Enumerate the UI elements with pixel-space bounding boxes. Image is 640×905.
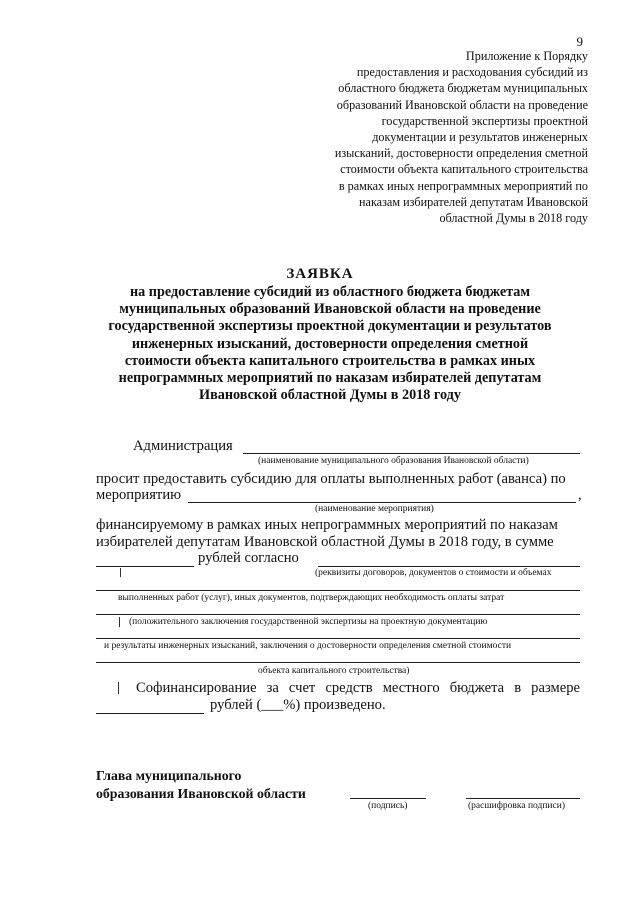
signatory-line: Глава муниципального xyxy=(96,768,242,783)
event-comma: , xyxy=(578,487,582,503)
subtitle-line: непрограммных мероприятий по наказам избирателей депутатам xyxy=(118,370,542,387)
documents-field[interactable] xyxy=(96,590,580,591)
event-label: мероприятию xyxy=(96,487,182,503)
subtitle-line: стоимости объекта капитального строительства в рамках иных xyxy=(124,352,536,369)
cofinancing-text: Софинансирование за счет средств местного бюджета в размере xyxy=(136,680,580,696)
subtitle-line: Ивановской областной Думы в 2018 году xyxy=(199,387,461,404)
subtitle-line: муниципальных образований Ивановской области на проведение xyxy=(119,301,541,318)
financed-text-line1: финансируемому в рамках иных непрограммных мероприятий по наказам xyxy=(96,517,558,533)
survey-results-field[interactable] xyxy=(96,638,580,639)
municipality-field[interactable] xyxy=(243,453,580,454)
contract-details-field[interactable] xyxy=(318,566,580,567)
scan-mark xyxy=(120,568,121,577)
appendix-line: предоставления и расходования субсидий из xyxy=(356,65,588,80)
appendix-line: в рамках иных непрограммных мероприятий по xyxy=(338,178,588,193)
results-hint: и результаты инженерных изысканий, заключения о достоверности определения сметной стоимости xyxy=(104,641,512,651)
request-text: просит предоставить субсидию для оплаты выполненных работ (аванса) по xyxy=(96,471,566,487)
signature-decoding-field[interactable] xyxy=(466,798,580,799)
sum-field[interactable] xyxy=(96,566,194,567)
appendix-line: наказам избирателей депутатам Ивановской xyxy=(359,194,588,209)
financed-text-line2: избирателей депутатам Ивановской областной Думы в 2018 году, в сумме xyxy=(96,534,554,550)
appendix-reference xyxy=(288,48,588,226)
subtitle-line: на предоставление субсидий из областного бюджета бюджетам xyxy=(129,284,531,300)
rubles-according-text: рублей согласно xyxy=(198,550,299,566)
conclusion-hint: (положительного заключения государственной экспертизы на проектную документацию xyxy=(129,617,488,627)
object-field[interactable] xyxy=(96,662,580,663)
appendix-line: областного бюджета бюджетам муниципальных xyxy=(338,81,588,96)
signatory-title xyxy=(96,767,306,803)
decoding-hint: (расшифровка подписи) xyxy=(468,801,565,811)
document-title: ЗАЯВКА xyxy=(286,266,354,282)
page-number: 9 xyxy=(576,34,583,49)
cofinancing-sum-field[interactable] xyxy=(96,713,204,714)
signatory-line: образования Ивановской области xyxy=(96,786,306,801)
event-field[interactable] xyxy=(188,502,576,503)
object-hint: объекта капитального строительства) xyxy=(258,666,410,676)
works-hint: выполненных работ (услуг), иных документов, подтверждающих необходимость оплаты затрат xyxy=(118,593,505,603)
municipality-hint: (наименование муниципального образования Ивановской области) xyxy=(258,456,529,466)
appendix-line: документации и результатов инженерных xyxy=(372,130,588,145)
administration-label: Администрация xyxy=(133,438,233,454)
scan-mark xyxy=(119,617,120,627)
signature-field[interactable] xyxy=(350,798,426,799)
appendix-line: государственной экспертизы проектной xyxy=(381,113,588,128)
appendix-line: стоимости объекта капитального строительства xyxy=(340,162,588,177)
rubles-percent-text: рублей (___%) произведено. xyxy=(210,697,386,713)
contracts-hint: (реквизиты договоров, документов о стоимости и объемах xyxy=(315,568,552,578)
appendix-line: Приложение к Порядку xyxy=(465,49,588,63)
subtitle-line: инженерных изысканий, достоверности определения сметной xyxy=(131,335,529,352)
document-subtitle xyxy=(90,284,570,404)
scan-mark xyxy=(118,682,119,694)
expertise-field[interactable] xyxy=(96,614,580,615)
event-hint: (наименование мероприятия) xyxy=(315,504,434,514)
signature-hint: (подпись) xyxy=(368,801,408,811)
appendix-line: образований Ивановской области на проведение xyxy=(336,97,588,112)
appendix-line: изысканий, достоверности определения сметной xyxy=(334,146,588,161)
subtitle-line: государственной экспертизы проектной документации и результатов xyxy=(108,318,552,335)
appendix-line: областной Думы в 2018 году xyxy=(439,211,588,226)
